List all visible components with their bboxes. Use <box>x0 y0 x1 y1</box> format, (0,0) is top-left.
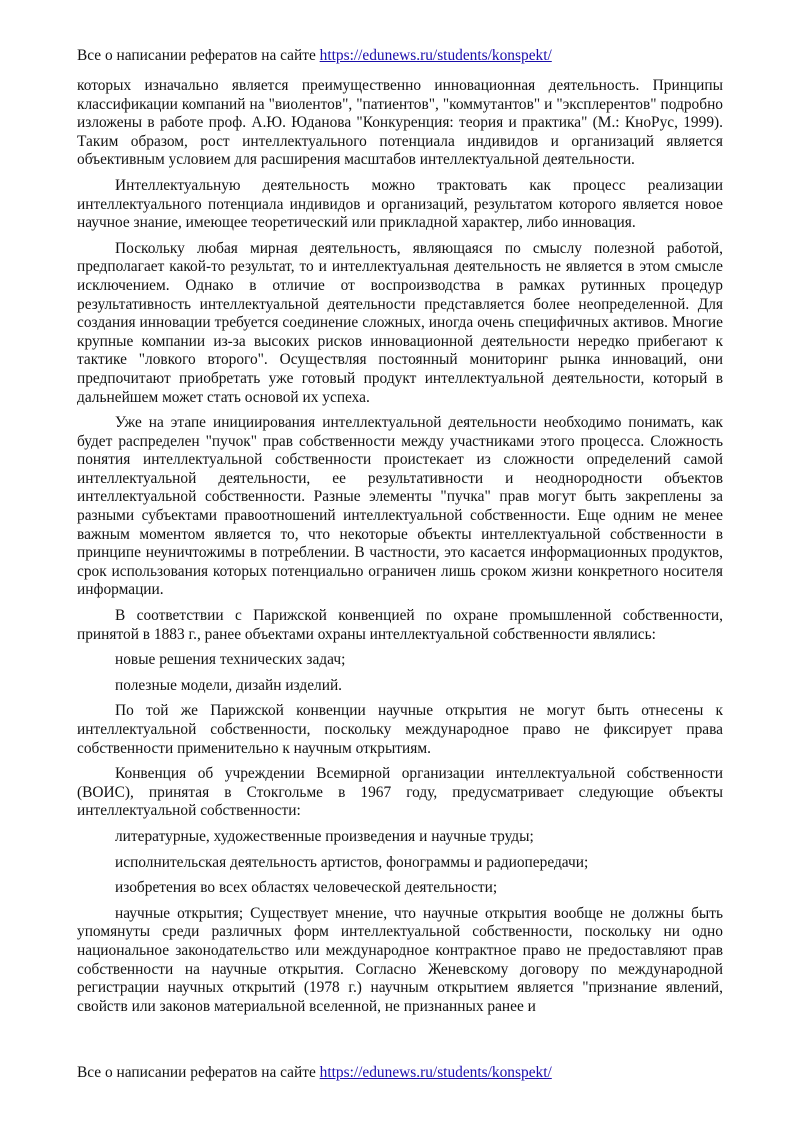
paragraph: Поскольку любая мирная деятельность, являющаяся по смыслу полезной работой, предполагает какой-то результат, то и интеллектуальная деятельность не является в этом смысле исключением. Однако в отличие от воспроизводства в рамках рутинных процедур результативность интеллектуальной деятельности представляется более неопределенной. Для создания инновации требуется соединение сложных, иногда очень специфичных активов. Многие крупные компании из-за высоких рисков инновационной деятельности нередко прибегают к тактике "ловкого второго". Осуществляя постоянный мониторинг рынка инноваций, они предпочитают приобретать уже готовый продукт интеллектуальной деятельности, который в дальнейшем может стать основой их успеха. <box>77 239 723 406</box>
paragraph: Конвенция об учреждении Всемирной организации интеллектуальной собственности (ВОИС), принятая в Стокгольме в 1967 году, предусматривает следующие объекты интеллектуальной собственности: <box>77 765 723 820</box>
page-footer <box>77 1064 552 1083</box>
footer-link[interactable]: https://edunews.ru/students/konspekt/ <box>319 1064 552 1081</box>
list-item: литературные, художественные произведения и научные труды; <box>115 827 534 845</box>
paragraph: которых изначально является преимущественно инновационная деятельность. Принципы классификации компаний на "виолентов", "патиентов", "коммутантов" и "эксплерентов" подробно изложены в работе проф. А.Ю. Юданова "Конкуренция: теория и практика" (М.: КноРус, 1999). Таким образом, рост интеллектуального потенциала индивидов и организаций является объективным условием для расширения масштабов интеллектуальной деятельности. <box>77 77 723 169</box>
document-body <box>77 77 723 1015</box>
list-item: изобретения во всех областях человеческой деятельности; <box>115 879 498 897</box>
paragraph: Интеллектуальную деятельность можно трактовать как процесс реализации интеллектуального потенциала индивидов и организаций, результатом которого является новое научное знание, имеющее теоретический или прикладной характер, либо инновация. <box>77 176 723 232</box>
paragraph: В соответствии с Парижской конвенцией по охране промышленной собственности, принятой в 1883 г., ранее объектами охраны интеллектуальной собственности являлись: <box>77 607 723 643</box>
header-text: Все о написании рефератов на сайте <box>77 47 320 64</box>
paragraph: научные открытия; Существует мнение, что научные открытия вообще не должны быть упомянуты среди различных форм интеллектуальной собственности, поскольку ни одно национальное законодательство или международное контрактное право не предоставляют прав собственности на научные открытия. Согласно Женевскому договору по международной регистрации научных открытий (1978 г.) научным открытием является "признание явлений, свойств или законов материальной вселенной, не признанных ранее и <box>77 904 723 1015</box>
paragraph: Уже на этапе инициирования интеллектуальной деятельности необходимо понимать, как будет распределен "пучок" прав собственности между участниками этого процесса. Сложность понятия интеллектуальной собственности проистекает из сложности определений самой интеллектуальной деятельности, ее результативности и неоднородности объектов интеллектуальной собственности. Разные элементы "пучка" прав могут быть закреплены за разными субъектами правоотношений интеллектуальной собственности. Еще одним не менее важным моментом является то, что некоторые объекты интеллектуальной собственности в принципе неуничтожимы в потреблении. В частности, это касается информационных продуктов, срок использования которых потенциально ограничен лишь сроком жизни конкретного носителя информации. <box>77 414 723 599</box>
paragraph: По той же Парижской конвенции научные открытия не могут быть отнесены к интеллектуальной собственности, поскольку международное право не фиксирует права собственности применительно к научным открытиям. <box>77 702 723 757</box>
page-header <box>77 47 552 66</box>
footer-text: Все о написании рефератов на сайте <box>77 1064 320 1081</box>
list-item: исполнительская деятельность артистов, фонограммы и радиопередачи; <box>115 853 589 871</box>
list-item: новые решения технических задач; <box>115 651 346 669</box>
header-link[interactable]: https://edunews.ru/students/konspekt/ <box>319 47 552 64</box>
list-item: полезные модели, дизайн изделий. <box>115 676 343 694</box>
